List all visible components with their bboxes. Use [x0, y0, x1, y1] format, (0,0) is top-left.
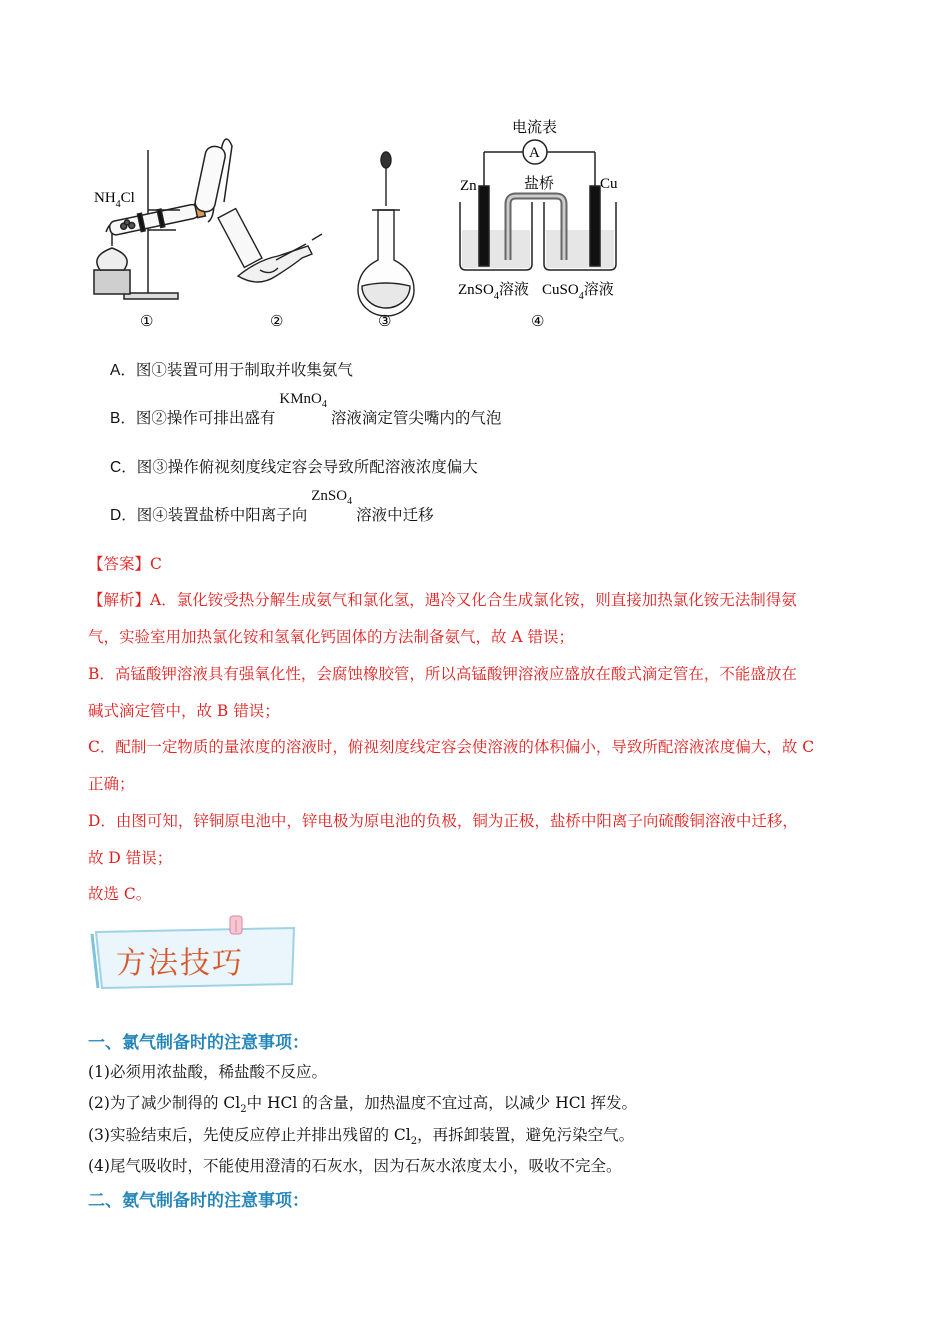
fig1-ammonia-apparatus	[94, 139, 232, 299]
option-d-formula: ZnSO$_4$	[311, 488, 353, 507]
option-d-text-post: 溶液中迁移	[356, 506, 434, 524]
analysis-line-8: 故 D 错误；	[88, 849, 173, 867]
analysis-line-5: C．配制一定物质的量浓度的溶液时，俯视刻度线定容会使溶液的体积偏小，导致所配溶液浓度偏大，故 C	[88, 738, 815, 756]
ammeter-symbol: A	[529, 145, 540, 161]
fig1-reagent-label: $NH_4Cl$	[94, 190, 135, 210]
option-b-text-post: 溶液滴定管尖嘴内的气泡	[330, 409, 502, 427]
section1-item-2: (2)为了减少制得的 $Cl_2$中 HCl 的含量，加热温度不宜过高，以减少 HCl 挥发。	[88, 1094, 637, 1116]
option-a-text: 图①装置可用于制取并收集氨气	[135, 361, 353, 379]
caption-3: ③	[378, 314, 392, 330]
zn-electrode-label: Zn	[460, 178, 477, 194]
banner-title: 方法技巧	[116, 946, 244, 981]
analysis-line-7: D．由图可知，锌铜原电池中，锌电极为原电池的负极，铜为正极，盐桥中阳离子向硫酸铜溶液中迁移，	[88, 812, 798, 830]
option-b	[110, 391, 502, 430]
fig2-burette-hand	[218, 209, 322, 282]
analysis-line-2: 气，实验室用加热氯化铵和氢氧化钙固体的方法制备氨气，故 A 错误；	[88, 628, 575, 646]
cu-electrode-label: Cu	[600, 176, 618, 192]
option-a	[110, 358, 353, 380]
ammeter-title: 电流表	[512, 120, 558, 136]
analysis-line-1: 【解析】A．氯化铵受热分解生成氨气和氯化氢，遇冷又化合生成氯化铵，则直接加热氯化铵无法制得氨	[88, 591, 797, 609]
option-c	[110, 455, 478, 477]
analysis-line-3: B．高锰酸钾溶液具有强氧化性，会腐蚀橡胶管，所以高锰酸钾溶液应盛放在酸式滴定管在，不能盛放在	[88, 665, 797, 683]
cuso4-solution-label: CuSO$_4$溶液	[542, 282, 614, 302]
caption-2: ②	[270, 314, 284, 330]
analysis-line-4: 碱式滴定管中，故 B 错误；	[88, 702, 280, 720]
option-c-text: 图③操作俯视刻度线定容会导致所配溶液浓度偏大	[136, 458, 478, 476]
section1-item-4: (4)尾气吸收时，不能使用澄清的石灰水，因为石灰水浓度太小，吸收不完全。	[88, 1157, 622, 1175]
section2-heading: 二、氨气制备时的注意事项：	[88, 1191, 309, 1211]
option-b-formula: KMnO$_4$	[279, 391, 327, 410]
caption-1: ①	[140, 314, 154, 330]
analysis-line-9: 故选 C。	[88, 885, 152, 903]
option-b-letter: B．	[110, 410, 136, 427]
method-banner	[90, 912, 300, 992]
option-d-text-pre: 图④装置盐桥中阳离子向	[136, 506, 308, 524]
option-d-letter: D．	[110, 507, 137, 524]
analysis-line-6: 正确；	[88, 775, 135, 793]
option-b-text-pre: 图②操作可排出盛有	[135, 409, 276, 427]
salt-bridge-label: 盐桥	[524, 176, 555, 192]
caption-4: ④	[531, 314, 545, 330]
apparatus-figure	[80, 110, 640, 340]
fig3-volumetric-flask	[358, 152, 414, 316]
section1-heading: 一、氯气制备时的注意事项：	[88, 1033, 309, 1053]
section1-item-1: (1)必须用浓盐酸，稀盐酸不反应。	[88, 1063, 327, 1081]
option-c-letter: C．	[110, 459, 137, 476]
section1-item-3: (3)实验结束后，先使反应停止并排出残留的 $Cl_2$，再拆卸装置，避免污染空气。	[88, 1126, 635, 1148]
znso4-solution-label: ZnSO$_4$溶液	[458, 282, 529, 302]
answer-label: 【答案】C	[88, 555, 162, 573]
option-d	[110, 488, 434, 527]
option-a-letter: A．	[110, 362, 136, 379]
